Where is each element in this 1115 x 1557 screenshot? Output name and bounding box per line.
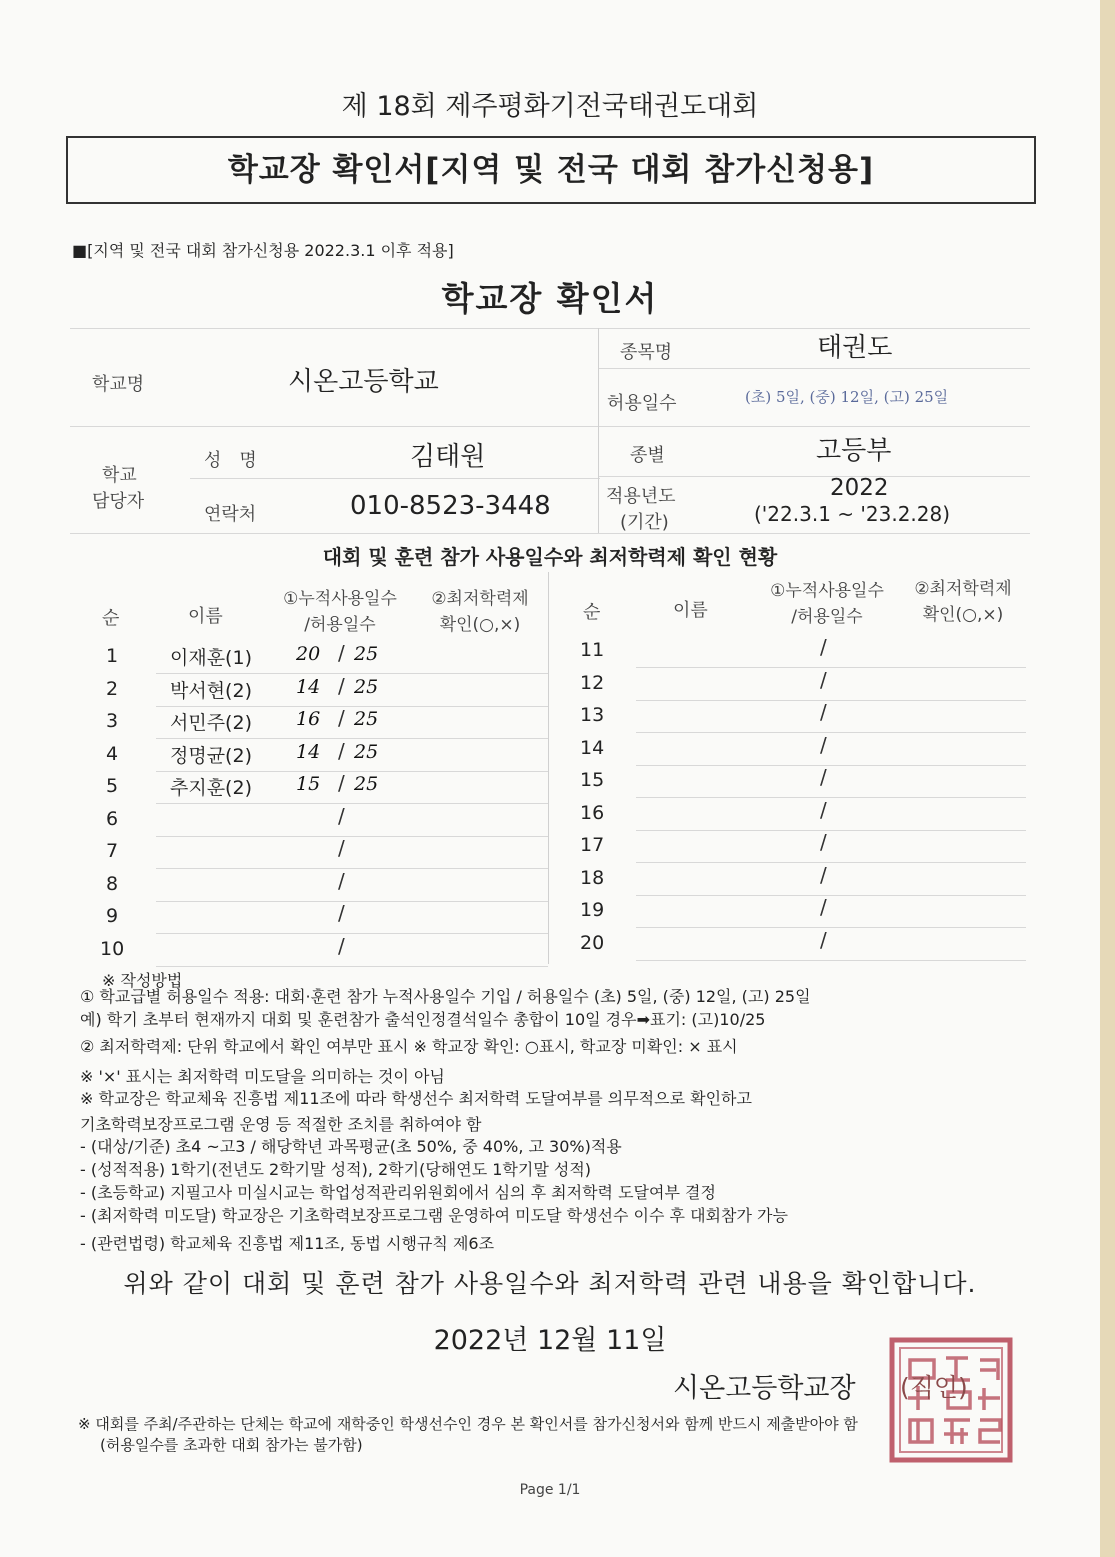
right-row-rule [636,732,1026,733]
info-rule-sport [598,368,1030,369]
footnote-line-2: (허용일수를 초과한 대회 참가는 불가함) [100,1436,363,1454]
year-label-2: (기간) [620,512,669,533]
left-row-number: 1 [106,645,119,667]
left-row-allowed-days: 25 [354,773,379,795]
left-col-days [270,586,410,638]
left-row-slash: / [338,673,345,698]
right-row-number: 17 [580,834,605,856]
form-subtitle: 학교장 확인서 [441,279,659,318]
instruction-line: - (대상/기준) 초4 ~고3 / 해당학년 과목평균(초 50%, 중 40%, 고 30%)적용 [80,1137,622,1156]
right-row-rule [636,700,1026,701]
contact-group-label-1: 학교 [102,465,137,486]
left-row-rule [156,706,548,707]
year-value: 2022 [830,475,889,501]
year-label-1: 적용년도 [606,486,676,507]
right-row-rule [636,927,1026,928]
instruction-line: ※ 학교장은 학교체육 진흥법 제11조에 따라 학생선수 최저학력 도달여부를 의무적으로 확인하고 [80,1089,752,1108]
left-row-number: 6 [106,807,119,830]
left-row-rule [156,868,548,869]
right-row-number: 20 [580,931,605,954]
info-rule-middle [70,426,1030,427]
left-row-used-days: 15 [296,773,321,795]
right-col-min-line1: ②최저학력제 [914,579,1012,599]
left-row-rule [156,771,548,772]
page-number: Page 1/1 [519,1482,581,1498]
right-row-slash: / [820,927,827,952]
sport-value: 태권도 [817,333,893,363]
instruction-line: - (최저학력 미도달) 학교장은 기초학력보장프로그램 운영하여 미도달 학생선수 이수 후 대회참가 가능 [80,1206,788,1225]
right-row-rule [636,797,1026,798]
left-row-allowed-days: 25 [354,675,379,698]
document-title-box [66,136,1036,204]
instruction-line: ① 학교급별 허용일수 적용: 대회·훈련 참가 누적사용일수 기입 / 허용일수 (초) 5일, (중) 12일, (고) 25일 [80,987,811,1006]
left-col-min-line2: 확인(○,×) [439,615,521,635]
principal-name: 시온고등학교장 [673,1373,856,1404]
sport-label: 종목명 [620,342,673,363]
right-row-number: 19 [580,899,605,921]
left-row-rule [156,836,548,837]
instructions-heading: ※ 작성방법 [102,971,183,990]
instruction-line: - (성적적용) 1학기(전년도 2학기말 성적), 2학기(당해연도 1학기말 성적) [80,1160,592,1179]
table-center-divider [548,572,549,964]
left-col-min-line1: ②최저학력제 [431,589,529,609]
info-rule-bottom [70,533,1030,534]
left-row-name: 정명균(2) [170,744,252,767]
left-row-rule [156,901,548,902]
right-row-slash: / [820,895,827,919]
phone-value: 010-8523-3448 [350,491,551,521]
right-col-name: 이름 [673,600,708,621]
left-row-number: 7 [106,840,119,862]
instruction-line: 기초학력보장프로그램 운영 등 적절한 조치를 취하여야 함 [80,1115,482,1134]
right-row-slash: / [820,862,827,887]
left-row-rule [156,933,548,934]
right-col-no: 순 [583,602,601,623]
right-row-slash: / [820,765,827,789]
left-col-no: 순 [102,608,120,629]
left-row-rule [156,803,548,804]
document-title: 학교장 확인서[지역 및 전국 대회 참가신청용] [227,152,875,188]
left-row-rule [156,966,548,967]
issue-date: 2022년 12월 11일 [433,1325,667,1356]
instruction-line: - (관련법령) 학교체육 진흥법 제11조, 동법 시행규칙 제6조 [80,1234,495,1253]
right-row-slash: / [820,635,827,659]
applicability-note: ■[지역 및 전국 대회 참가신청용 2022.3.1 이후 적용] [72,241,454,260]
left-row-used-days: 20 [296,643,321,665]
left-col-days-line1: ①누적사용일수 [283,589,397,609]
right-row-slash: / [820,732,827,757]
period-value: ('22.3.1 ~ '23.2.28) [754,502,951,526]
right-row-slash: / [820,667,827,692]
right-row-number: 16 [580,801,605,824]
left-row-number: 10 [100,937,125,960]
page-edge [1100,0,1115,1557]
left-row-number: 3 [106,710,119,732]
info-rule-division [598,476,1030,477]
right-col-days [757,578,897,630]
left-row-slash: / [338,933,345,958]
left-row-slash: / [338,641,345,665]
left-row-rule [156,738,548,739]
left-row-used-days: 16 [296,708,321,730]
left-row-number: 8 [106,872,119,895]
contact-group-label-2: 담당자 [92,491,145,512]
right-col-days-line2: /허용일수 [791,607,863,627]
right-row-number: 13 [580,704,605,726]
instruction-line: ② 최저학력제: 단위 학교에서 확인 여부만 표시 ※ 학교장 확인: ○표시, 학교장 미확인: × 표시 [80,1037,738,1056]
division-value: 고등부 [816,436,892,466]
left-row-number: 2 [106,677,119,700]
left-row-number: 5 [106,775,119,797]
table-section-title: 대회 및 훈련 참가 사용일수와 최저학력제 확인 현황 [322,545,778,569]
right-row-number: 18 [580,866,605,889]
info-rule-name [190,478,600,479]
left-row-name: 서민주(2) [170,712,252,734]
left-row-used-days: 14 [296,740,321,763]
allowed-days-label: 허용일수 [607,393,677,414]
right-row-rule [636,765,1026,766]
right-row-slash: / [820,700,827,724]
right-col-min-line2: 확인(○,×) [922,605,1004,625]
left-row-slash: / [338,803,345,828]
left-row-number: 4 [106,742,119,765]
footnote-line-1: ※ 대회를 주최/주관하는 단체는 학교에 재학중인 학생선수인 경우 본 확인서를 참가신청서와 함께 반드시 제출받아야 함 [78,1415,858,1433]
school-value: 시온고등학교 [288,367,439,397]
right-row-rule [636,862,1026,863]
instruction-line: - (초등학교) 지필고사 미실시교는 학업성적관리위원회에서 심의 후 최저학력 도달여부 결정 [80,1183,716,1202]
name-value: 김태원 [410,442,486,472]
right-col-min [893,576,1033,628]
right-row-number: 12 [580,671,605,694]
right-col-days-line1: ①누적사용일수 [770,581,884,601]
footnote [78,1414,858,1456]
left-row-allowed-days: 25 [354,708,379,730]
right-row-number: 11 [580,639,605,661]
division-label: 종별 [630,445,665,466]
left-row-allowed-days: 25 [354,643,379,665]
info-divider [598,328,599,533]
school-label: 학교명 [92,374,145,395]
left-row-name: 박서현(2) [170,679,252,702]
left-row-name: 이재훈(1) [170,647,252,669]
seal-label: (직인) [900,1373,968,1402]
left-col-days-line2: /허용일수 [304,615,376,635]
right-row-slash: / [820,830,827,854]
left-row-used-days: 14 [296,675,321,698]
right-row-number: 14 [580,736,605,759]
right-row-rule [636,830,1026,831]
left-row-slash: / [338,706,345,730]
right-row-rule [636,960,1026,961]
right-row-number: 15 [580,769,605,791]
phone-label: 연락처 [204,504,257,525]
instruction-line: 예) 학기 초부터 현재까지 대회 및 훈련참가 출석인정결석일수 총합이 10일 경우➡표기: (고)10/25 [80,1010,766,1029]
confirmation-statement: 위와 같이 대회 및 훈련 참가 사용일수와 최저학력 관련 내용을 확인합니다. [123,1269,977,1298]
left-row-number: 9 [106,905,119,927]
allowed-days-value: (초) 5일, (중) 12일, (고) 25일 [745,388,949,406]
right-row-rule [636,667,1026,668]
contest-name: 제 18회 제주평화기전국태권도대회 [341,91,759,122]
left-col-min [410,586,550,638]
right-row-rule [636,895,1026,896]
left-row-slash: / [338,771,345,795]
left-row-name: 추지훈(2) [170,777,252,799]
left-row-slash: / [338,738,345,763]
right-row-slash: / [820,797,827,822]
instruction-line: ※ '×' 표시는 최저학력 미도달을 의미하는 것이 아님 [80,1067,445,1086]
left-row-slash: / [338,901,345,925]
left-col-name: 이름 [188,606,223,627]
left-row-allowed-days: 25 [354,740,379,763]
left-row-slash: / [338,836,345,860]
left-row-slash: / [338,868,345,893]
name-label: 성 명 [204,450,257,471]
left-row-rule [156,673,548,674]
